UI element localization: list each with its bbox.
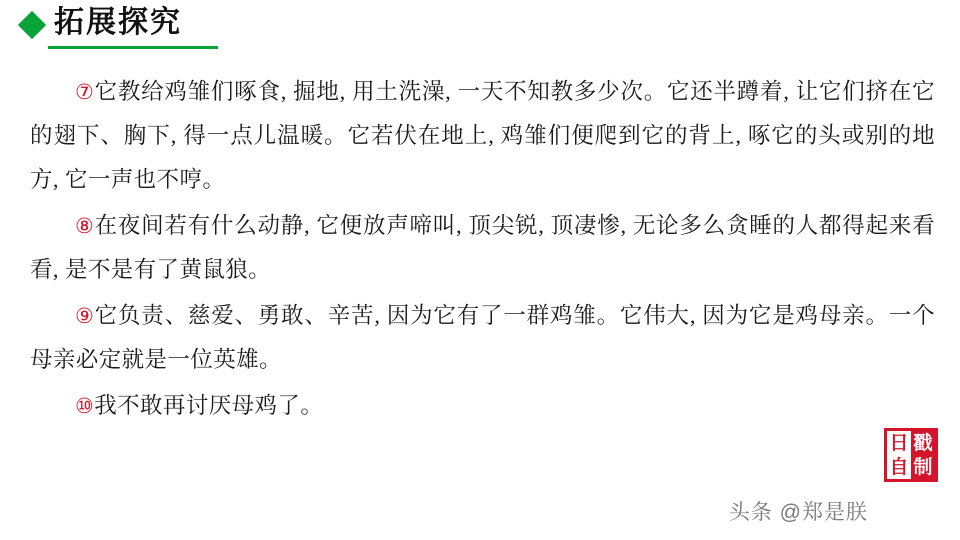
- article-body: [30, 70, 935, 430]
- paragraph-text: 我不敢再讨厌母鸡了。: [94, 393, 324, 418]
- paragraph-text: 它负责、慈爱、勇敢、辛苦, 因为它有了一群鸡雏。它伟大, 因为它是鸡母亲。一个母亲必定就是一位英雄。: [30, 303, 935, 372]
- paragraph-text: 它教给鸡雏们啄食, 掘地, 用土洗澡, 一天不知教多少次。它还半蹲着, 让它们挤在它的翅下、胸下, 得一点儿温暖。它若伏在地上, 鸡雏们便爬到它的背上, 啄它的头或别的地方, 它一声也不哼。: [30, 79, 935, 192]
- paragraph: [30, 204, 935, 292]
- paragraph-number: ⑨: [75, 304, 95, 328]
- stamp-char: 制: [911, 455, 935, 479]
- title-underline: [48, 46, 218, 49]
- paragraph-number: ⑩: [75, 394, 95, 418]
- paragraph-text: 在夜间若有什么动静, 它便放声啼叫, 顶尖锐, 顶凄惨, 无论多么贪睡的人都得起来看看, 是不是有了黄鼠狼。: [30, 213, 935, 282]
- watermark-text: 头条 @郑是朕: [728, 501, 868, 524]
- stamp-char: 自: [889, 456, 909, 478]
- stamp-char: 戳: [911, 431, 935, 455]
- page-title: 拓展探究: [54, 6, 182, 39]
- watermark-stamp-icon: [884, 428, 938, 482]
- paragraph-number: ⑦: [75, 80, 95, 104]
- stamp-char: 日: [889, 432, 909, 454]
- paragraph: [30, 384, 935, 428]
- green-diamond-icon: [18, 11, 46, 39]
- section-header: [22, 8, 182, 42]
- paragraph: [30, 70, 935, 202]
- paragraph: [30, 294, 935, 382]
- paragraph-number: ⑧: [75, 214, 95, 238]
